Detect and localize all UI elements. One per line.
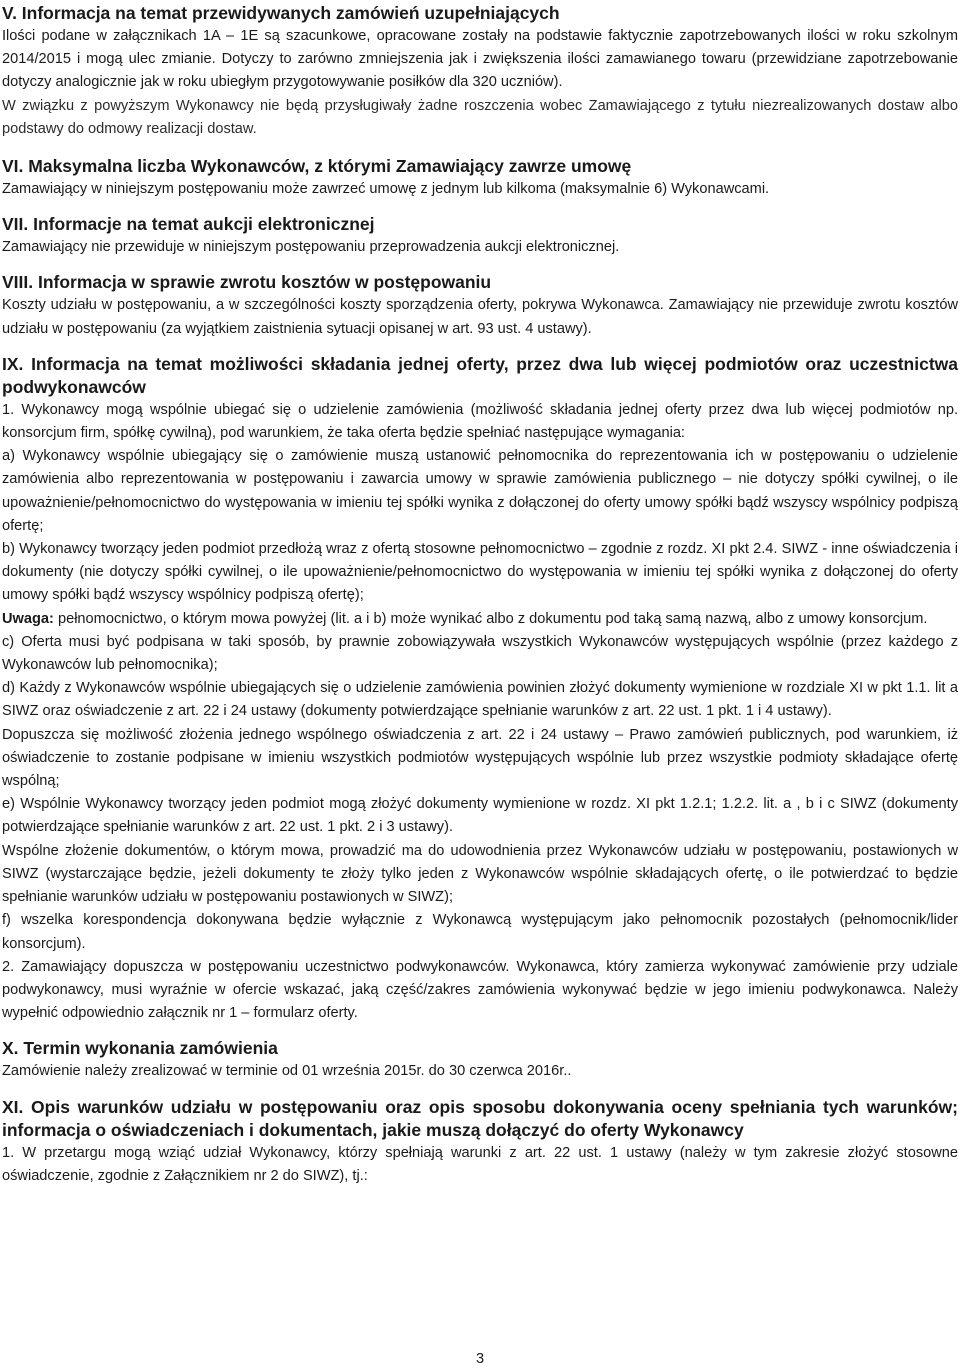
section-ix-paragraph-joint-documents: Wspólne złożenie dokumentów, o którym mowa, prowadzić ma do udowodnienia przez Wykonawców udziału w postępowaniu, postawionych w SIWZ (wystarczające będzie, jeżeli dokumenty te złoży tylko jeden z Wykonawców wspólnie składających ofertę, o ile potwierdzać to będzie spełnianie warunków udziału w postępowaniu postawionych w SIWZ); (2, 842, 958, 906)
section-viii-paragraph-1: Koszty udziału w postępowaniu, a w szczególności koszty sporządzenia oferty, pokrywa Wykonawca. Zamawiający nie przewiduje zwrotu kosztów udziału w postępowaniu (za wyjątkiem zaistnienia sytuacji opisanej w art. 93 ust. 4 ustawy). (2, 297, 958, 337)
section-ix-item-d: d) Każdy z Wykonawców wspólnie ubiegających się o udzielenie zamówienia powinien złożyć dokumenty wymienione w rozdziale XI w pkt 1.1. lit a SIWZ oraz oświadczenie z art. 22 i 24 ustawy (dokumenty potwierdzające spełnianie warunków z art. 22 ust. 1 pkt. 1 i 4 ustawy). (2, 680, 958, 720)
section-ix-paragraph-joint-statement: Dopuszcza się możliwość złożenia jednego wspólnego oświadczenia z art. 22 i 24 ustawy – Prawo zamówień publicznych, pod warunkiem, iż oświadczenie to zostanie podpisane w imieniu wszystkich podmiotów występujących wspólnie lub przez wszystkie podmioty składające ofertę wspólną; (2, 726, 958, 790)
section-x (2, 1037, 958, 1083)
section-v-heading: V. Informacja na temat przewidywanych zamówień uzupełniających (2, 3, 560, 23)
section-vii-paragraph-1: Zamawiający nie przewiduje w niniejszym postępowaniu przeprowadzenia aukcji elektronicznej. (2, 239, 620, 256)
section-vii-heading: VII. Informacje na temat aukcji elektronicznej (2, 214, 375, 235)
section-v-paragraph-1: Ilości podane w załącznikach 1A – 1E są szacunkowe, opracowane zostały na podstawie faktycznie zapotrzebowanych ilości w roku szkolnym 2014/2015 i mogą ulec zmianie. Dotyczy to zarówno zmniejszenia jak i zwiększenia ilości zamawianego towaru (przewidziane zapotrzebowanie dotyczy analogicznie jak w roku ubiegłym przygotowywanie posiłków dla 320 uczniów). (2, 28, 958, 91)
section-ix-item-e: e) Wspólnie Wykonawcy tworzący jeden podmiot mogą złożyć dokumenty wymienione w rozdz. XI pkt 1.2.1; 1.2.2. lit. a , b i c SIWZ (dokumenty potwierdzające spełnianie warunków z art. 22 ust. 1 pkt. 2 i 3 ustawy). (2, 796, 958, 836)
section-vi-paragraph-1: Zamawiający w niniejszym postępowaniu może zawrzeć umowę z jednym lub kilkoma (maksymalnie 6) Wykonawcami. (2, 181, 770, 198)
page-number: 3 (475, 1351, 485, 1367)
section-ix-item-c: c) Oferta musi być podpisana w taki sposób, by prawnie zobowiązywała wszystkich Wykonawców występujących wspólnie (przez każdego z Wykonawców lub pełnomocnika); (2, 633, 958, 674)
section-vi-heading: VI. Maksymalna liczba Wykonawców, z którymi Zamawiający zawrze umowę (2, 156, 632, 177)
section-ix (2, 353, 958, 1025)
section-vii (2, 213, 958, 259)
note-label: Uwaga: (2, 610, 54, 627)
section-ix-paragraph-1: 1. Wykonawcy mogą wspólnie ubiegać się o udzielenie zamówienia (możliwość składania jednej oferty przez dwa lub więcej podmiotów np. konsorcjum firm, spółkę cywilną), pod warunkiem, że taka oferta będzie spełniać następujące wymagania: (2, 401, 958, 442)
section-v-paragraph-2: W związku z powyższym Wykonawcy nie będą przysługiwały żadne roszczenia wobec Zamawiającego z tytułu niezrealizowanych dostaw albo podstawy do odmowy realizacji dostaw. (2, 97, 958, 137)
section-xi (2, 1096, 958, 1188)
document-page (2, 2, 958, 1188)
section-x-heading: X. Termin wykonania zamówienia (2, 1038, 278, 1059)
section-x-paragraph-1: Zamówienie należy zrealizować w terminie od 01 września 2015r. do 30 czerwca 2016r.. (2, 1063, 572, 1080)
section-ix-item-b: b) Wykonawcy tworzący jeden podmiot przedłożą wraz z ofertą stosowne pełnomocnictwo – zgodnie z rozdz. XI pkt 2.4. SIWZ - inne oświadczenia i dokumenty (nie dotyczy spółki cywilnej, o ile upoważnienie/pełnomocnictwo do występowania w imieniu tej spółki wynika z dołączonej do oferty umowy spółki bądź wszyscy wspólnicy podpiszą ofertę); (2, 541, 958, 604)
section-v (2, 2, 958, 141)
section-xi-paragraph-1: 1. W przetargu mogą wziąć udział Wykonawcy, którzy spełniają warunki z art. 22 ust. 1 ustawy (należy w tym zakresie złożyć stosowne oświadczenie, zgodnie z Załącznikiem nr 2 do SIWZ), tj.: (2, 1144, 958, 1184)
section-ix-heading: IX. Informacja na temat możliwości składania jednej oferty, przez dwa lub więcej podmiotów oraz uczestnictwa podwykonawców (2, 353, 958, 397)
section-ix-note (2, 608, 958, 631)
section-ix-item-f: f) wszelka korespondencja dokonywana będzie wyłącznie z Wykonawcą występującym jako pełnomocnik pozostałych (pełnomocnik/lider konsorcjum). (2, 912, 958, 952)
note-text: pełnomocnictwo, o którym mowa powyżej (lit. a i b) może wynikać albo z dokumentu pod taką samą nazwą, albo z umowy konsorcjum. (53, 610, 928, 627)
section-ix-paragraph-2: 2. Zamawiający dopuszcza w postępowaniu uczestnictwo podwykonawców. Wykonawca, który zamierza wykonywać zamówienie przy udziale podwykonawcy, musi wyraźnie w ofercie wskazać, jaką część/zakres zamówienia wykonywać będzie w jego imieniu podwykonawca. Należy wypełnić odpowiednio załącznik nr 1 – formularz oferty. (2, 958, 958, 1022)
section-ix-item-a: a) Wykonawcy wspólnie ubiegający się o zamówienie muszą ustanowić pełnomocnika do reprezentowania ich w postępowaniu o udzielenie zamówienia albo reprezentowania w postępowaniu i zawarcia umowy w sprawie zamówienia publicznego – nie dotyczy spółki cywilnej, o ile upoważnienie/pełnomocnictwo do występowania w imieniu tej spółki wynika z dołączonej do oferty umowy spółki bądź wszyscy wspólnicy podpiszą ofertę; (2, 448, 958, 534)
section-xi-heading: XI. Opis warunków udziału w postępowaniu oraz opis sposobu dokonywania oceny spełniania tych warunków; informacja o oświadczeniach i dokumentach, jakie muszą dołączyć do oferty Wykonawcy (2, 1096, 958, 1140)
section-viii (2, 271, 958, 340)
section-viii-heading: VIII. Informacja w sprawie zwrotu kosztów w postępowaniu (2, 272, 492, 293)
section-vi (2, 155, 958, 201)
